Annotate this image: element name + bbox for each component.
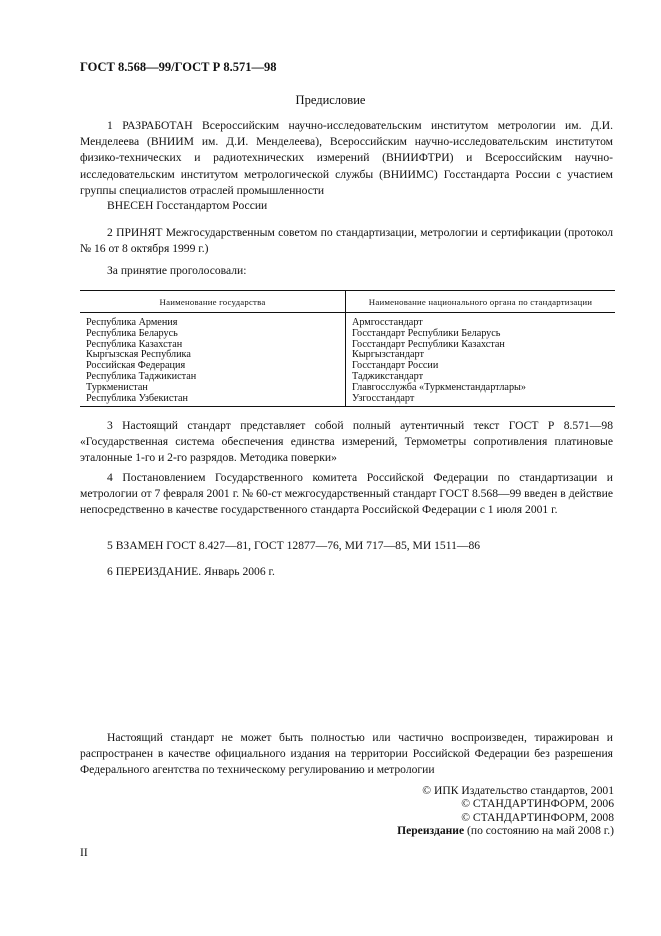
document-header: ГОСТ 8.568—99/ГОСТ Р 8.571—98	[80, 60, 277, 74]
table-row	[80, 329, 615, 340]
paragraph-5: 5 ВЗАМЕН ГОСТ 8.427—81, ГОСТ 12877—76, МИ 717—85, МИ 1511—86	[107, 539, 481, 552]
voting-table	[80, 290, 615, 407]
paragraph-4: 4 Постановлением Государственного комитета Российской Федерации по стандартизации и метрологии от 7 февраля 2001 г. № 60-ст межгосударственный стандарт ГОСТ 8.568—99 введен в действие непосредственно в качестве государственного стандарта Российской Федерации с 1 июля 2001 г.	[80, 471, 613, 517]
reprint-label: Переиздание	[397, 824, 465, 838]
paragraph-vnesen: ВНЕСЕН Госстандартом России	[107, 199, 268, 212]
paragraph-6: 6 ПЕРЕИЗДАНИЕ. Январь 2006 г.	[107, 565, 275, 578]
table-cell-body: Узгосстандарт	[346, 394, 616, 407]
table-cell-body: Главгосслужба «Туркменстандартлары»	[346, 383, 616, 394]
table-row	[80, 383, 615, 394]
table-row	[80, 313, 615, 329]
table-cell-state: Республика Беларусь	[86, 327, 178, 339]
table-cell-state: Российская Федерация	[86, 360, 186, 372]
notice-block	[80, 730, 613, 779]
paragraph-3-block	[80, 418, 613, 467]
notice-paragraph: Настоящий стандарт не может быть полностью или частично воспроизведен, тиражирован и распространен в качестве официального издания на территории Российской Федерации без разрешения Федерального агентства по техническому регулированию и метрологии	[80, 731, 613, 777]
paragraph-6-block	[80, 564, 613, 580]
table-cell-state: Республика Таджикистан	[86, 370, 197, 382]
table-cell-body: Кыргызстандарт	[346, 350, 616, 361]
table-cell-body: Госстандарт Республики Казахстан	[346, 340, 616, 351]
table-cell-body: Таджикстандарт	[346, 372, 616, 383]
paragraph-4-block	[80, 470, 613, 519]
table-cell-state: Кыргызская Республика	[86, 349, 191, 361]
paragraph-1-block	[80, 118, 613, 199]
page-title: Предисловие	[295, 93, 366, 107]
paragraph-5-block	[80, 538, 613, 554]
table-header-state: Наименование государства	[80, 291, 346, 313]
paragraph-3: 3 Настоящий стандарт представляет собой полный аутентичный текст ГОСТ Р 8.571—98 «Государственная система обеспечения единства измерений, Термометры сопротивления платиновые эталонные 1-го и 2-го разрядов. Методика поверки»	[80, 419, 613, 465]
table-cell-body: Госстандарт России	[346, 361, 616, 372]
page-number: II	[80, 846, 88, 859]
table-cell-body: Армгосстандарт	[346, 313, 616, 329]
copyright-line: © ИПК Издательство стандартов, 2001	[422, 784, 614, 797]
paragraph-vnesen-block	[80, 198, 613, 214]
table-cell-body: Госстандарт Республики Беларусь	[346, 329, 616, 340]
paragraph-1: 1 РАЗРАБОТАН Всероссийским научно-исследовательским институтом метрологии им. Д.И. Менделеева (ВНИИМ им. Д.И. Менделеева), Всероссийским научно-исследовательским институтом физико-технических и радиотехнических измерений (ВНИИФТРИ) и Всероссийским научно-исследовательским институтом метрологической службы (ВНИИМС) Госстандарта России с участием группы специалистов отраслей промышленности	[80, 119, 613, 197]
table-row	[80, 372, 615, 383]
table-cell-state: Туркменистан	[86, 381, 148, 393]
copyright-block	[397, 784, 614, 838]
table-row	[80, 394, 615, 407]
table-header-row	[80, 291, 615, 313]
reprint-date: (по состоянию на май 2008 г.)	[464, 824, 614, 838]
table-cell-state: Республика Узбекистан	[80, 394, 346, 407]
copyright-line: © СТАНДАРТИНФОРМ, 2008	[461, 810, 614, 824]
voted-label: За принятие проголосовали:	[107, 264, 247, 277]
table-cell-state: Республика Армения	[86, 317, 178, 328]
copyright-line: © СТАНДАРТИНФОРМ, 2006	[461, 797, 614, 811]
reprint-line	[397, 824, 614, 837]
table-header-body: Наименование национального органа по стандартизации	[346, 291, 616, 313]
table-cell-state: Республика Казахстан	[86, 338, 183, 350]
paragraph-2: 2 ПРИНЯТ Межгосударственным советом по стандартизации, метрологии и сертификации (протокол № 16 от 8 октября 1999 г.)	[80, 226, 613, 256]
paragraph-2-block	[80, 225, 613, 257]
